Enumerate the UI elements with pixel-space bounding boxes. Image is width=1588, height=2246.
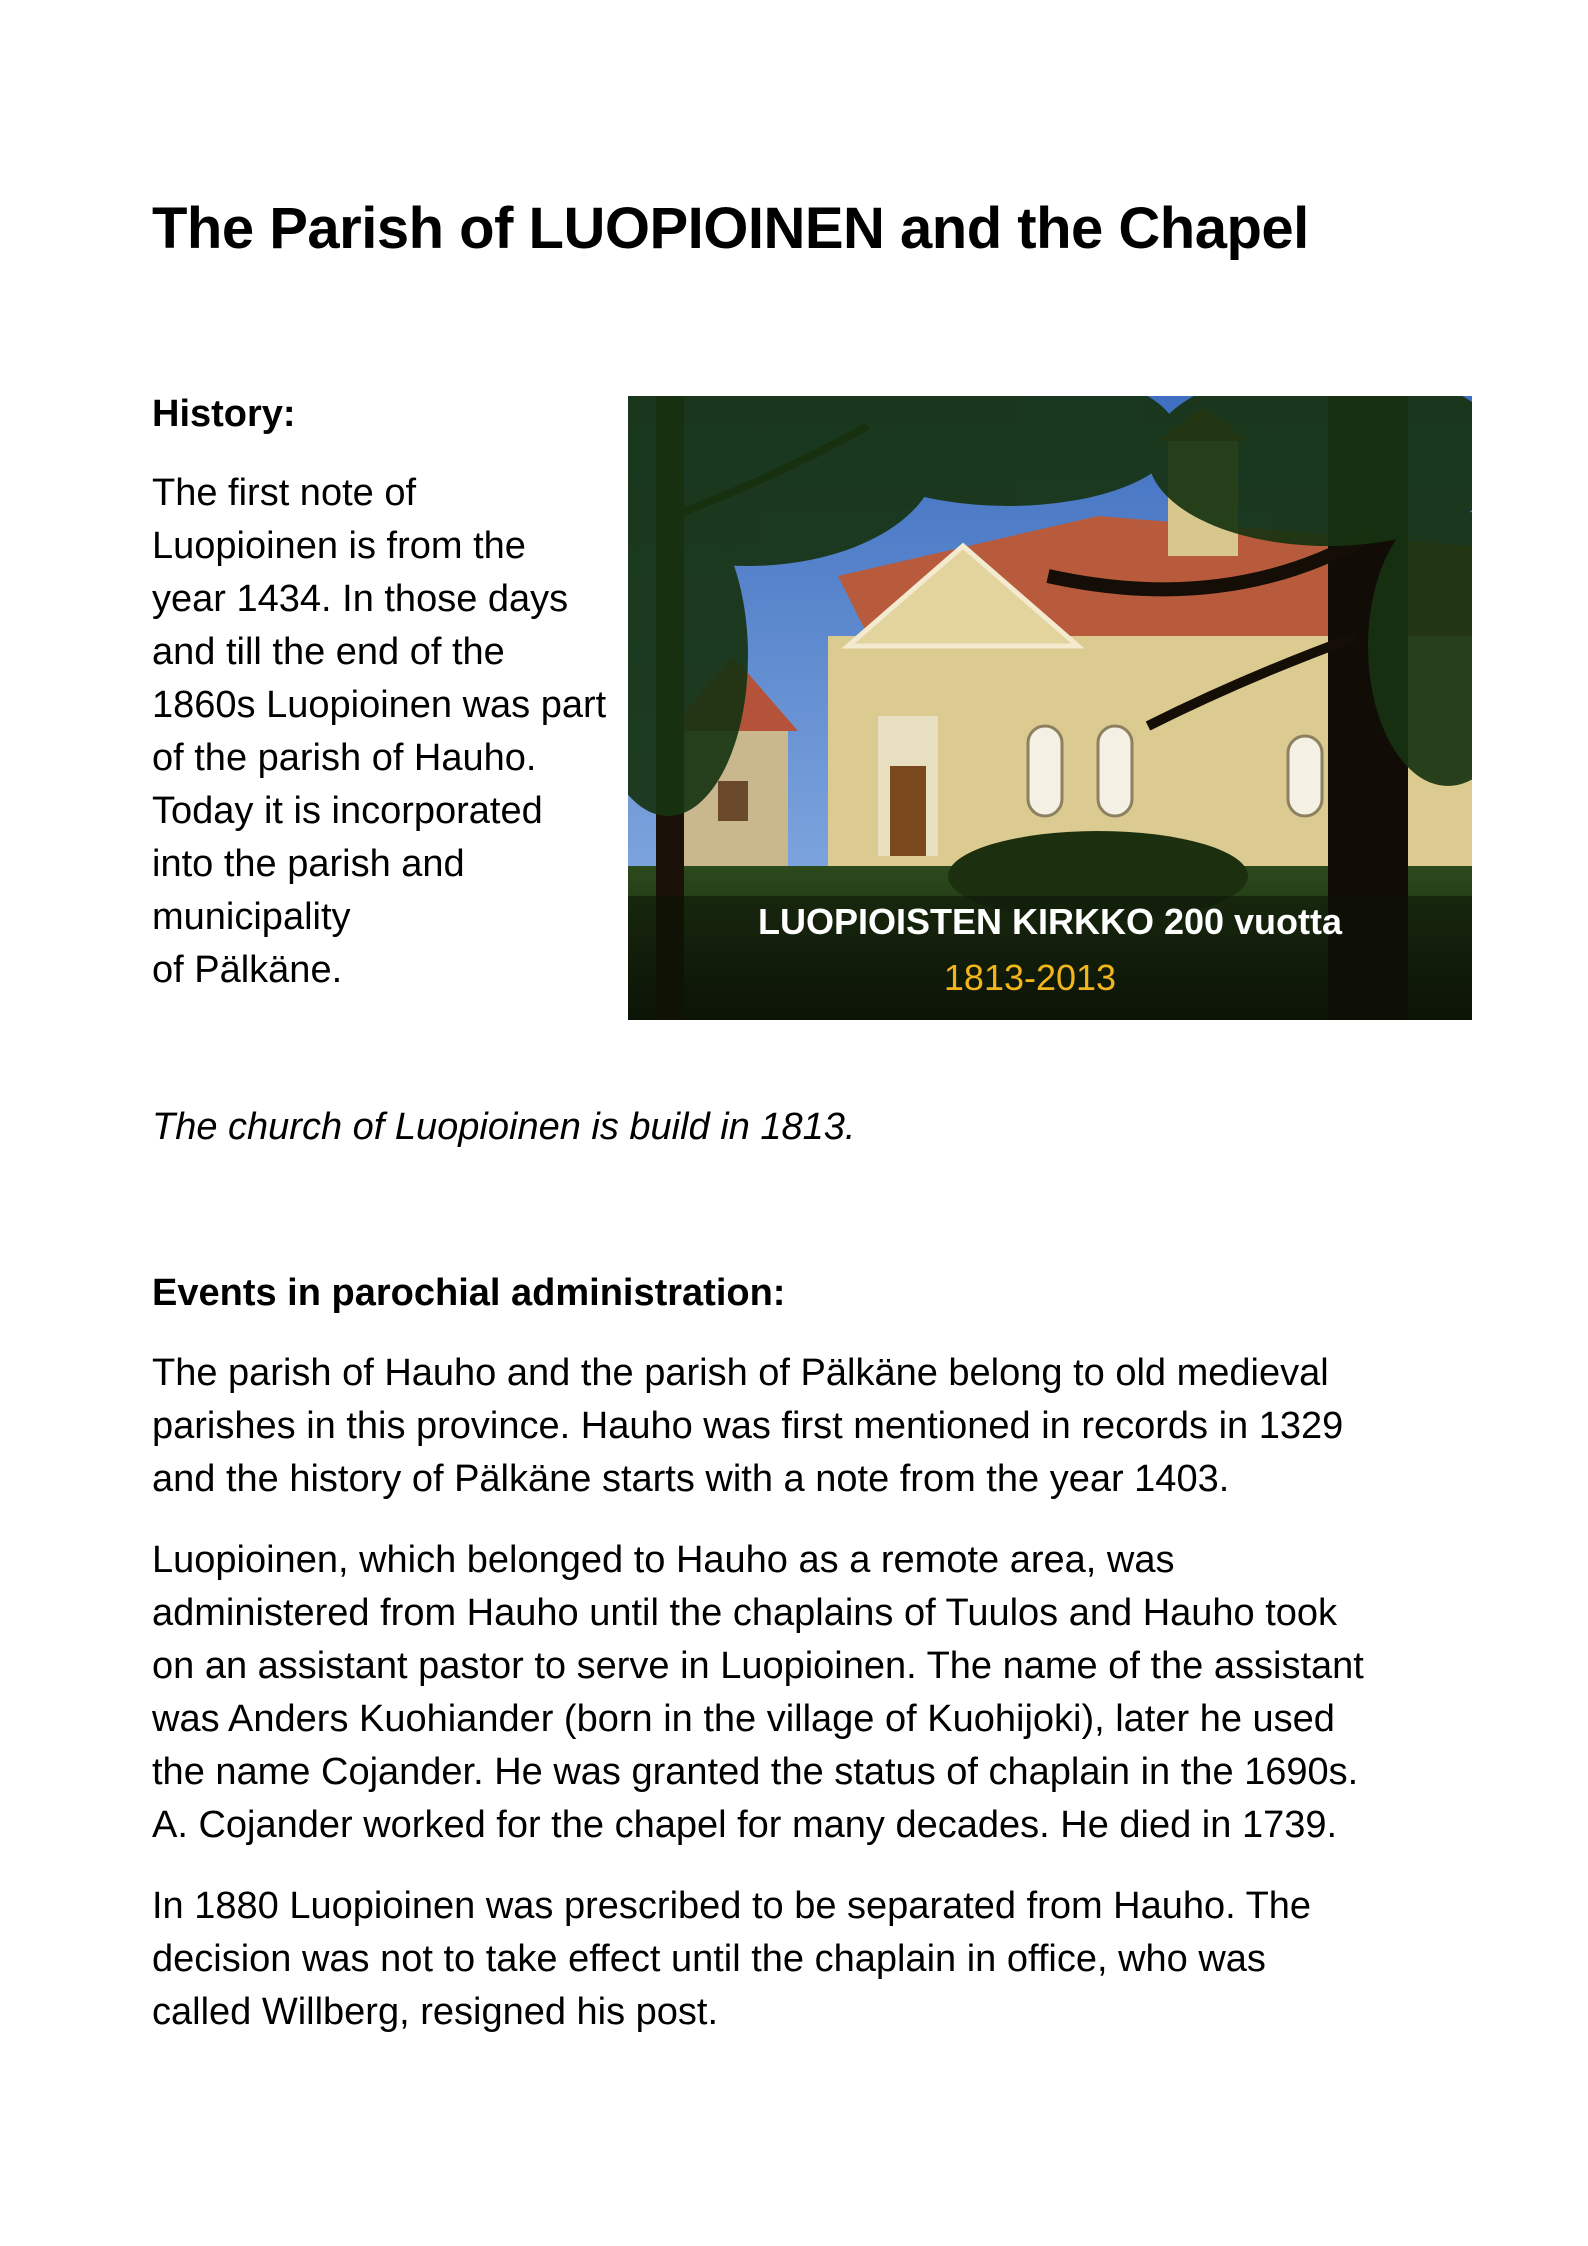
paragraph-line: decision was not to take effect until the chaplain in office, who was xyxy=(152,1938,1266,1980)
page-title: The Parish of LUOPIOINEN and the Chapel xyxy=(152,196,1309,261)
church-window xyxy=(1028,726,1062,816)
church-window xyxy=(1098,726,1132,816)
events-paragraph-3 xyxy=(152,1880,1482,2039)
paragraph-line: called Willberg, resigned his post. xyxy=(152,1991,719,2033)
history-line: year 1434. In those days xyxy=(152,578,569,620)
church-build-note: The church of Luopioinen is build in 1813. xyxy=(152,1106,856,1148)
church-window xyxy=(1288,736,1322,816)
paragraph-line: A. Cojander worked for the chapel for many decades. He died in 1739. xyxy=(152,1804,1338,1846)
history-line: Today it is incorporated xyxy=(152,790,543,832)
history-line: Luopioinen is from the xyxy=(152,525,526,567)
church-door xyxy=(890,766,926,856)
history-line: municipality xyxy=(152,896,351,938)
paragraph-line: was Anders Kuohiander (born in the village of Kuohijoki), later he used xyxy=(152,1698,1335,1740)
history-line: of Pälkäne. xyxy=(152,949,343,991)
history-line: into the parish and xyxy=(152,843,465,885)
photo-overlay-years: 1813-2013 xyxy=(943,957,1117,998)
events-paragraph-1 xyxy=(152,1347,1482,1506)
paragraph-line: on an assistant pastor to serve in Luopioinen. The name of the assistant xyxy=(152,1645,1364,1687)
events-paragraph-2 xyxy=(152,1534,1482,1852)
paragraph-line: parishes in this province. Hauho was first mentioned in records in 1329 xyxy=(152,1405,1344,1447)
paragraph-line: The parish of Hauho and the parish of Pälkäne belong to old medieval xyxy=(152,1352,1329,1394)
paragraph-line: the name Cojander. He was granted the status of chaplain in the 1690s. xyxy=(152,1751,1359,1793)
photo-overlay-title: LUOPIOISTEN KIRKKO 200 vuotta xyxy=(757,901,1343,942)
history-line: and till the end of the xyxy=(152,631,505,673)
church-photo xyxy=(628,396,1472,1020)
events-heading: Events in parochial administration: xyxy=(152,1272,786,1314)
history-line: 1860s Luopioinen was part xyxy=(152,684,607,726)
history-line: of the parish of Hauho. xyxy=(152,737,537,779)
history-line: The first note of xyxy=(152,472,417,514)
paragraph-line: administered from Hauho until the chaplains of Tuulos and Hauho took xyxy=(152,1592,1338,1634)
paragraph-line: and the history of Pälkäne starts with a note from the year 1403. xyxy=(152,1458,1230,1500)
history-heading: History: xyxy=(152,393,296,435)
history-paragraph xyxy=(152,467,622,997)
paragraph-line: In 1880 Luopioinen was prescribed to be separated from Hauho. The xyxy=(152,1885,1312,1927)
paragraph-line: Luopioinen, which belonged to Hauho as a remote area, was xyxy=(152,1539,1175,1581)
